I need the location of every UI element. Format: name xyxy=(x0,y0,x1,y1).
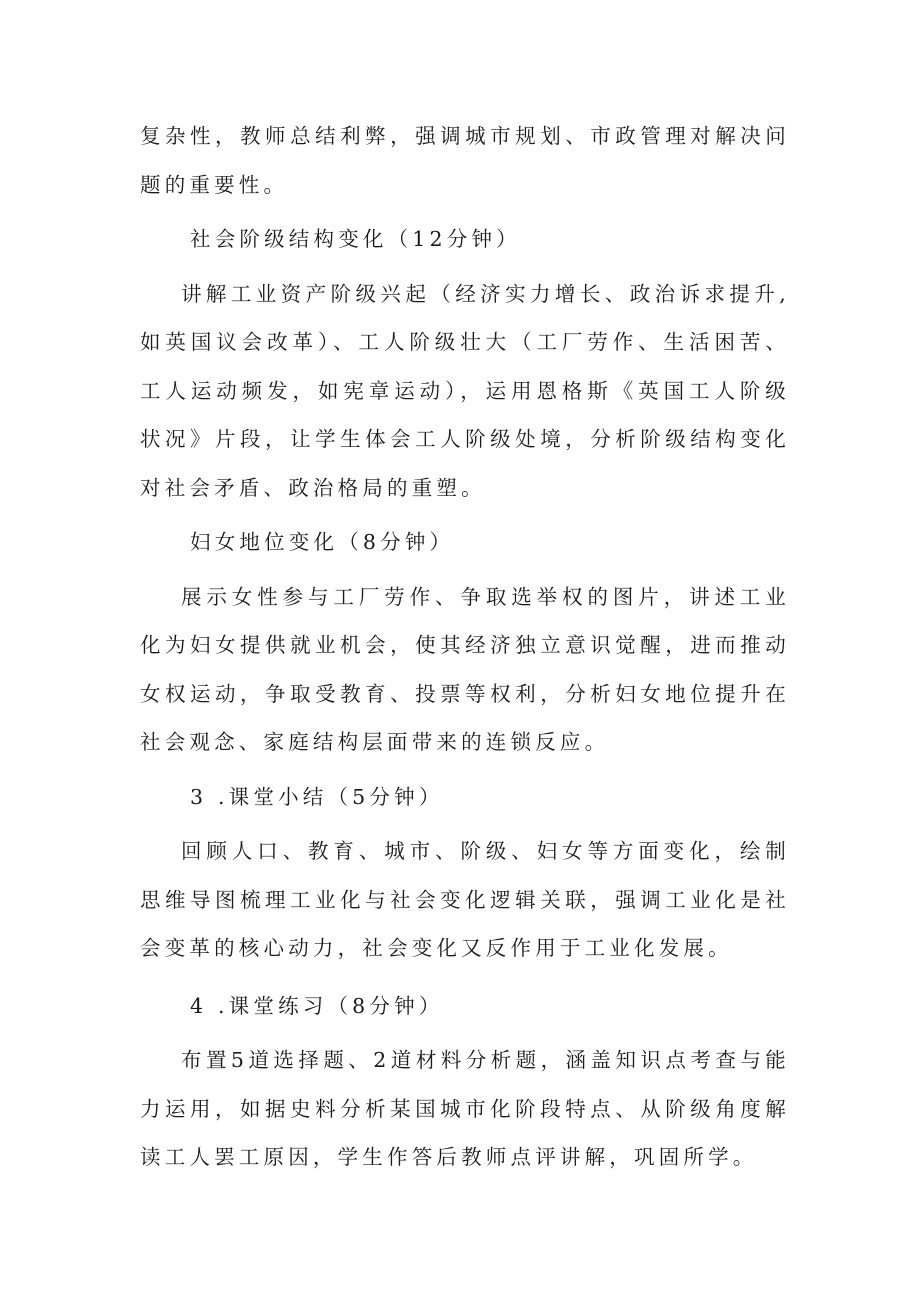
heading-women-status: 妇女地位变化（8分钟） xyxy=(190,530,455,554)
paragraph-class-practice: 布置5道选择题、2道材料分析题，涵盖知识点考查与能力运用，如据史料分析某国城市化阶段特点、从阶级角度解读工人罢工原因，学生作答后教师点评讲解，巩固所学。 xyxy=(140,1048,790,1169)
document-body xyxy=(140,112,790,1182)
paragraph-class-summary: 回顾人口、教育、城市、阶级、妇女等方面变化，绘制思维导图梳理工业化与社会变化逻辑关联，强调工业化是社会变革的核心动力，社会变化又反作用于工业化发展。 xyxy=(140,839,790,960)
paragraph-women-status: 展示女性参与工厂劳作、争取选举权的图片，讲述工业化为妇女提供就业机会，使其经济独立意识觉醒，进而推动女权运动，争取受教育、投票等权利，分析妇女地位提升在社会观念、家庭结构层面带来的连锁反应。 xyxy=(140,584,790,754)
paragraph-continuation: 复杂性，教师总结利弊，强调城市规划、市政管理对解决问题的重要性。 xyxy=(140,124,790,197)
heading-class-structure: 社会阶级结构变化（12分钟） xyxy=(190,227,521,251)
heading-class-summary: 3 .课堂小结（5分钟） xyxy=(190,784,444,809)
paragraph-class-structure: 讲解工业资产阶级兴起（经济实力增长、政治诉求提升,如英国议会改革）、工人阶级壮大（工厂劳作、生活困苦、工人运动频发，如宪章运动），运用恩格斯《英国工人阶级状况》片段，让学生体会工人阶级处境，分析阶级结构变化对社会矛盾、政治格局的重塑。 xyxy=(140,281,790,500)
heading-class-practice: 4 .课堂练习（8分钟） xyxy=(190,993,444,1018)
